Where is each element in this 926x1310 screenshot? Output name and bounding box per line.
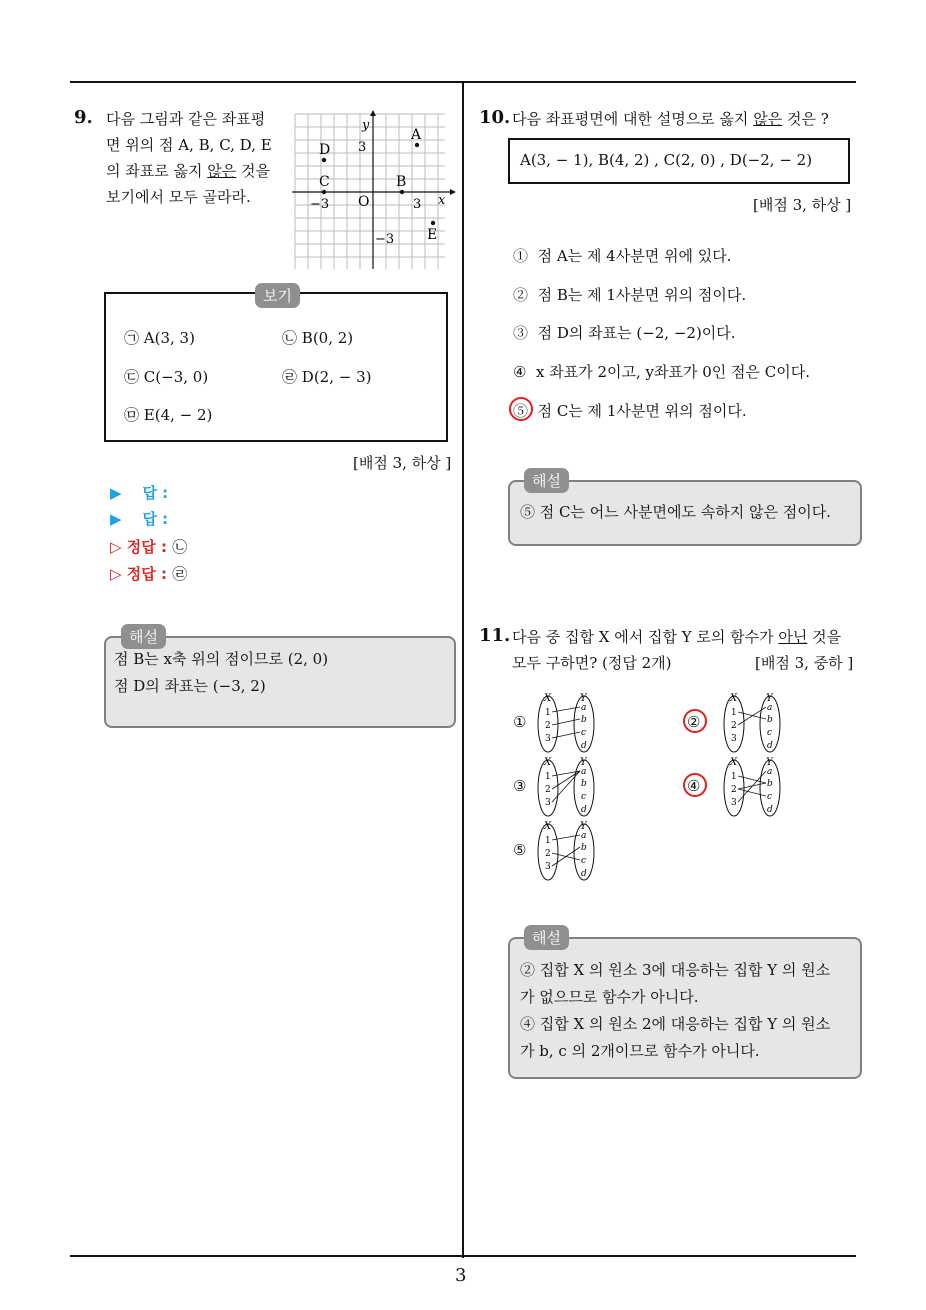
q11-diagram-3 [536, 756, 606, 818]
q9-coordinate-graph [290, 110, 460, 272]
svg-text:b: b [581, 779, 587, 789]
svg-text:E: E [427, 227, 438, 243]
q9-answer-line-1: ▶ 답 : [110, 484, 169, 502]
svg-text:D: D [319, 142, 331, 158]
svg-text:1: 1 [731, 772, 737, 782]
q9-choice-5: ㉤ E(4, − 2) [124, 406, 213, 424]
svg-text:d: d [581, 869, 587, 879]
svg-text:X: X [544, 693, 552, 704]
q11-option-3-num: ③ [513, 777, 527, 795]
point-c [322, 190, 326, 194]
point-d [322, 158, 326, 162]
bottom-rule [70, 1255, 856, 1257]
arrow-right-icon: ▶ [110, 510, 122, 528]
point-e [431, 221, 435, 225]
svg-text:1: 1 [545, 836, 551, 846]
q11-number: 11. [479, 625, 511, 646]
svg-text:−3: −3 [375, 232, 395, 247]
svg-text:Y: Y [766, 757, 773, 768]
q10-option-3: ③ 점 D의 좌표는 (−2, −2)이다. [513, 324, 736, 342]
svg-text:X: X [730, 757, 738, 768]
svg-text:Y: Y [580, 821, 587, 832]
q11-diagram-5 [536, 820, 606, 882]
q9-score: [배점 3, 하상 ] [353, 454, 452, 472]
svg-text:2: 2 [545, 849, 551, 859]
q11-option-1-num: ① [513, 713, 527, 731]
svg-text:Y: Y [580, 757, 587, 768]
svg-text:a: a [767, 767, 773, 777]
q9-box-label: 보기 [255, 283, 300, 308]
q9-choice-1: ㉠ A(3, 3) [124, 329, 195, 347]
q9-correct-1: ▷ 정답 : ㉡ [110, 538, 188, 556]
svg-text:X: X [730, 693, 738, 704]
svg-text:a: a [581, 703, 587, 713]
q11-explanation: ② 집합 X 의 원소 3에 대응하는 집합 Y 의 원소 가 없으므로 함수가 아니다. ④ 집합 X 의 원소 2에 대응하는 집합 Y 의 원소 가 b, c 의 2개이므로 함수가 아니다. [508, 937, 862, 1079]
svg-text:C: C [319, 174, 330, 190]
svg-text:2: 2 [545, 785, 551, 795]
svg-text:d: d [767, 741, 773, 751]
q10-answer-mark [509, 397, 533, 421]
q9-choice-2: ㉡ B(0, 2) [282, 329, 354, 347]
q9-choice-4: ㉣ D(2, − 3) [282, 368, 372, 386]
q10-option-4: ④ x 좌표가 2이고, y좌표가 0인 점은 C이다. [513, 363, 811, 381]
svg-text:d: d [767, 805, 773, 815]
svg-text:c: c [767, 792, 773, 802]
q10-question: 다음 좌표평면에 대한 설명으로 옳지 않은 것은 ? [512, 110, 829, 128]
svg-text:b: b [767, 779, 773, 789]
q10-option-2: ② 점 B는 제 1사분면 위의 점이다. [513, 286, 747, 304]
q10-option-5: ⑤ 점 C는 제 1사분면 위의 점이다. [513, 402, 747, 420]
q11-answer-mark-4 [683, 773, 707, 797]
svg-text:A: A [411, 127, 422, 143]
svg-text:a: a [581, 831, 587, 841]
svg-text:c: c [581, 792, 587, 802]
q10-explanation: ⑤ 점 C는 어느 사분면에도 속하지 않은 점이다. [508, 480, 862, 546]
svg-text:d: d [581, 741, 587, 751]
svg-text:3: 3 [413, 197, 422, 212]
triangle-right-icon: ▷ [110, 565, 122, 583]
q11-diagram-4 [722, 756, 792, 818]
q11-option-2-num: ② [687, 713, 701, 731]
q9-choice-3: ㉢ C(−3, 0) [124, 368, 209, 386]
q10-score: [배점 3, 하상 ] [753, 196, 852, 214]
q11-answer-mark-2 [683, 709, 707, 733]
svg-text:2: 2 [731, 785, 737, 795]
q11-explain-tag: 해설 [524, 925, 569, 950]
q9-question: 다음 그림과 같은 좌표평 면 위의 점 A, B, C, D, E 의 좌표로 옳지 않은 것을 보기에서 모두 골라라. [106, 110, 272, 206]
q9-explain-tag: 해설 [121, 624, 166, 649]
svg-text:c: c [581, 728, 587, 738]
svg-text:1: 1 [545, 708, 551, 718]
svg-text:y: y [362, 118, 370, 133]
q10-explain-tag: 해설 [524, 468, 569, 493]
q11-diagram-1 [536, 692, 606, 754]
svg-text:c: c [767, 728, 773, 738]
q10-given: A(3, − 1), B(4, 2) , C(2, 0) , D(−2, − 2) [520, 151, 813, 169]
q11-score: [배점 3, 중하 ] [755, 654, 854, 672]
svg-text:b: b [581, 843, 587, 853]
svg-text:2: 2 [545, 721, 551, 731]
q11-question: 다음 중 집합 X 에서 집합 Y 로의 함수가 아닌 것을 모두 구하면? (정답 2개) [512, 628, 842, 672]
q9-explanation: 점 B는 x축 위의 점이므로 (2, 0) 점 D의 좌표는 (−3, 2) [104, 636, 456, 728]
svg-text:3: 3 [731, 798, 737, 808]
point-b [400, 190, 404, 194]
q10-number: 10. [479, 107, 511, 128]
svg-text:B: B [396, 174, 407, 190]
point-a [415, 143, 419, 147]
svg-text:Y: Y [580, 693, 587, 704]
q11-diagram-2 [722, 692, 792, 754]
svg-text:1: 1 [731, 708, 737, 718]
svg-text:O: O [358, 194, 370, 210]
svg-text:b: b [581, 715, 587, 725]
triangle-right-icon: ▷ [110, 538, 122, 556]
column-divider [462, 83, 464, 1258]
q11-option-4-num: ④ [687, 777, 701, 795]
q10-option-1: ① 점 A는 제 4사분면 위에 있다. [513, 247, 732, 265]
q9-number: 9. [74, 107, 93, 128]
svg-text:a: a [767, 703, 773, 713]
svg-text:3: 3 [731, 734, 737, 744]
svg-text:Y: Y [766, 693, 773, 704]
svg-text:X: X [544, 757, 552, 768]
svg-text:3: 3 [545, 798, 551, 808]
svg-text:2: 2 [731, 721, 737, 731]
svg-text:d: d [581, 805, 587, 815]
q9-correct-2: ▷ 정답 : ㉣ [110, 565, 188, 583]
svg-text:X: X [544, 821, 552, 832]
svg-text:a: a [581, 767, 587, 777]
svg-text:b: b [767, 715, 773, 725]
svg-text:1: 1 [545, 772, 551, 782]
svg-text:3: 3 [545, 862, 551, 872]
q11-option-5-num: ⑤ [513, 841, 527, 859]
svg-text:x: x [438, 193, 446, 208]
q9-answer-line-2: ▶ 답 : [110, 510, 169, 528]
svg-text:3: 3 [545, 734, 551, 744]
svg-text:c: c [581, 856, 587, 866]
svg-text:3: 3 [358, 140, 367, 155]
arrow-right-icon: ▶ [110, 484, 122, 502]
page-number: 3 [455, 1265, 467, 1286]
svg-text:−3: −3 [310, 197, 330, 212]
